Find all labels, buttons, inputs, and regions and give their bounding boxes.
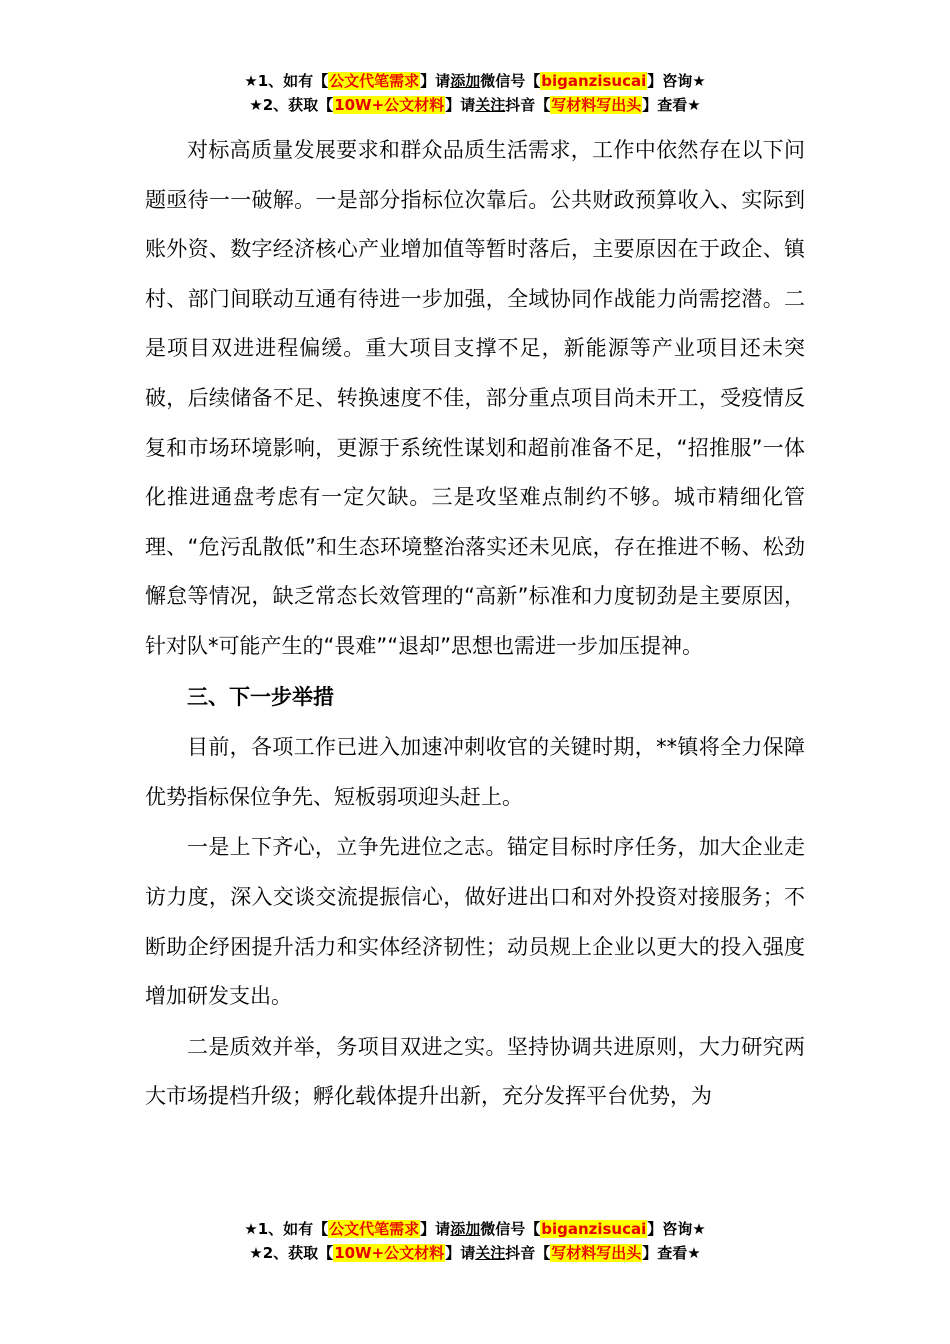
promo-notice-top bbox=[0, 69, 950, 117]
promo-line-1: ★1、如有【公文代笔需求】请添加微信号【biganzisucai】咨询★ bbox=[244, 1220, 706, 1238]
highlight-wechat-id: biganzisucai bbox=[541, 72, 647, 90]
highlight-douyin-id: 写材料写出头 bbox=[551, 96, 642, 114]
highlight-materials: 10W+公文材料 bbox=[334, 96, 445, 114]
highlight-materials: 10W+公文材料 bbox=[334, 1244, 445, 1262]
promo-line-1: ★1、如有【公文代笔需求】请添加微信号【biganzisucai】咨询★ bbox=[244, 72, 706, 90]
paragraph-current-period: 目前，各项工作已进入加速冲刺收官的关键时期，**镇将全力保障优势指标保位争先、短板弱项迎头赶上。 bbox=[145, 735, 805, 809]
document-body bbox=[145, 126, 805, 1122]
highlight-service: 公文代笔需求 bbox=[329, 1220, 420, 1238]
paragraph-problems: 对标高质量发展要求和群众品质生活需求，工作中依然存在以下问题亟待一一破解。一是部分指标位次靠后。公共财政预算收入、实际到账外资、数字经济核心产业增加值等暂时落后，主要原因在于政企、镇村、部门间联动互通有待进一步加强，全域协同作战能力尚需挖潜。二是项目双进进程偏缓。重大项目支撑不足，新能源等产业项目还未突破，后续储备不足、转换速度不佳，部分重点项目尚未开工，受疫情反复和市场环境影响，更源于系统性谋划和超前准备不足，“招推服”一体化推进通盘考虑有一定欠缺。三是攻坚难点制约不够。城市精细化管理、“危污乱散低”和生态环境整治落实还未见底，存在推进不畅、松劲懈怠等情况，缺乏常态长效管理的“高新”标准和力度韧劲是主要原因，针对队*可能产生的“畏难”“退却”思想也需进一步加压提神。 bbox=[145, 138, 805, 658]
promo-notice-bottom bbox=[0, 1217, 950, 1265]
highlight-wechat-id: biganzisucai bbox=[541, 1220, 647, 1238]
promo-line-2: ★2、获取【10W+公文材料】请关注抖音【写材料写出头】查看★ bbox=[249, 96, 701, 114]
paragraph-measure-one: 一是上下齐心，立争先进位之志。锚定目标时序任务，加大企业走访力度，深入交谈交流提振信心，做好进出口和对外投资对接服务；不断助企纾困提升活力和实体经济韧性；动员规上企业以更大的投入强度增加研发支出。 bbox=[145, 835, 805, 1009]
section-heading-next-steps: 三、下一步举措 bbox=[187, 684, 334, 709]
highlight-service: 公文代笔需求 bbox=[329, 72, 420, 90]
paragraph-measure-two: 二是质效并举，务项目双进之实。坚持协调共进原则，大力研究两大市场提档升级；孵化载体提升出新，充分发挥平台优势，为 bbox=[145, 1034, 805, 1109]
promo-line-2: ★2、获取【10W+公文材料】请关注抖音【写材料写出头】查看★ bbox=[249, 1244, 701, 1262]
highlight-douyin-id: 写材料写出头 bbox=[551, 1244, 642, 1262]
